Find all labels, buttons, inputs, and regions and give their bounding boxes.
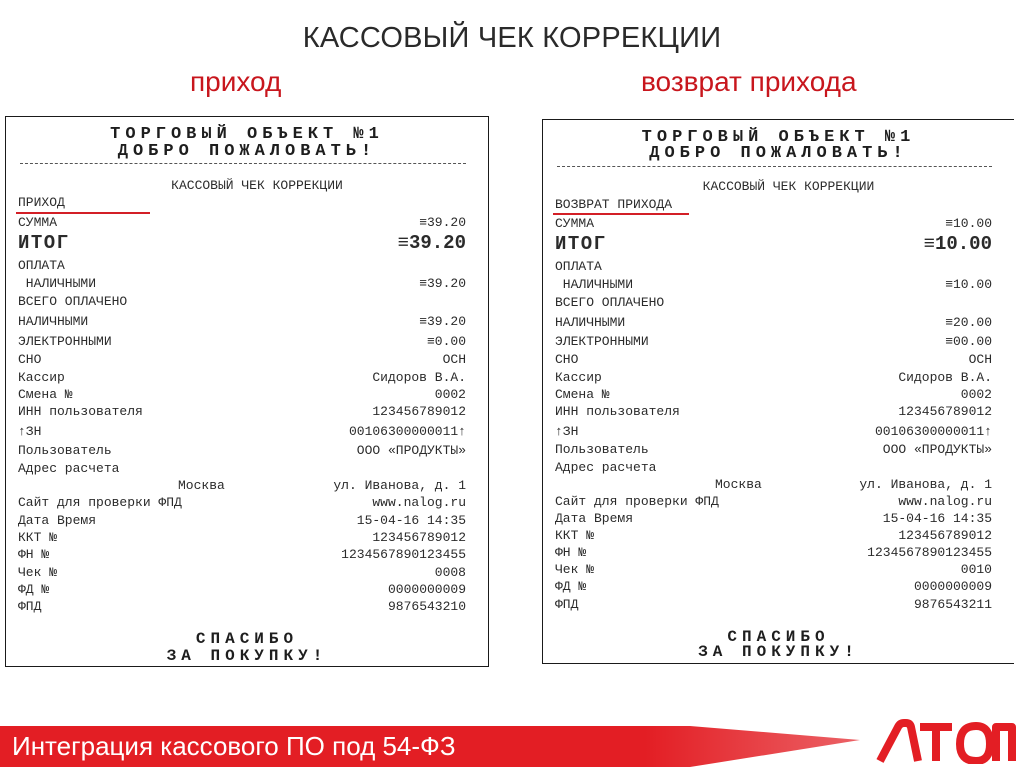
paid-label: ВСЕГО ОПЛАЧЕНО: [18, 294, 128, 309]
fn-row: [18, 547, 466, 565]
fd-value: 0000000009: [913, 579, 992, 594]
user-label: Пользователь: [18, 443, 112, 458]
fpd-label: ФПД: [18, 599, 42, 614]
cashier-row: [18, 370, 466, 388]
electronic-row: [18, 334, 466, 352]
cash-label: НАЛИЧНЫМИ: [18, 276, 97, 291]
cash-row: [18, 276, 466, 294]
site-row: [18, 495, 466, 513]
fn-row: [555, 545, 992, 563]
cash-label: НАЛИЧНЫМИ: [555, 277, 634, 292]
fpd-value: 9876543210: [387, 599, 466, 614]
total-label: ИТОГ: [18, 232, 70, 254]
inn-value: 123456789012: [372, 404, 466, 419]
cashier-value: Сидоров В.А.: [898, 370, 992, 385]
fpd-label: ФПД: [555, 597, 579, 612]
sum-value: ≡39.20: [419, 215, 466, 230]
zn-value: 00106300000011↑: [348, 424, 466, 439]
paid-cash-label: НАЛИЧНЫМИ: [18, 314, 89, 329]
total-label: ИТОГ: [555, 233, 607, 255]
receipt-header-store: ТОРГОВЫЙ ОБЪЕКТ №1: [110, 125, 384, 144]
paid-cash-value: ≡39.20: [419, 314, 466, 329]
fn-label: ФН №: [555, 545, 587, 560]
address-street: ул. Иванова, д. 1: [859, 477, 992, 492]
address-city: Москва: [715, 477, 762, 492]
shift-label: Смена №: [555, 387, 610, 402]
type-underline: [16, 212, 150, 214]
slide-title: КАССОВЫЙ ЧЕК КОРРЕКЦИИ: [302, 22, 722, 54]
sno-row: [18, 352, 466, 370]
address-row: [555, 460, 992, 478]
sno-value: ОСН: [442, 352, 466, 367]
cashier-row: [555, 370, 992, 388]
sum-row: [18, 215, 466, 233]
zn-row: [555, 424, 992, 442]
sum-value: ≡10.00: [945, 216, 992, 231]
site-value: www.nalog.ru: [898, 494, 992, 509]
check-label: Чек №: [555, 562, 595, 577]
datetime-label: Дата Время: [555, 511, 634, 526]
total-value: ≡39.20: [397, 232, 466, 254]
inn-value: 123456789012: [898, 404, 992, 419]
paid-cash-row: [18, 314, 466, 332]
paid-cash-label: НАЛИЧНЫМИ: [555, 315, 626, 330]
shift-value: 0002: [960, 387, 992, 402]
zn-row: [18, 424, 466, 442]
sno-value: ОСН: [968, 352, 992, 367]
check-value: 0008: [434, 565, 466, 580]
paid-label: ВСЕГО ОПЛАЧЕНО: [555, 295, 665, 310]
dashed-separator: [557, 166, 992, 167]
user-row: [18, 443, 466, 461]
cashier-label: Кассир: [555, 370, 602, 385]
datetime-row: [18, 513, 466, 531]
receipt-header-welcome: ДОБРО ПОЖАЛОВАТЬ!: [649, 144, 908, 163]
inn-label: ИНН пользователя: [555, 404, 680, 419]
datetime-row: [555, 511, 992, 529]
electronic-label: ЭЛЕКТРОННЫМИ: [555, 334, 649, 349]
shift-row: [18, 387, 466, 405]
fpd-value: 9876543211: [913, 597, 992, 612]
sum-label: СУММА: [555, 216, 595, 231]
zn-value: 00106300000011↑: [874, 424, 992, 439]
sum-row: [555, 216, 992, 234]
fd-label: ФД №: [18, 582, 50, 597]
inn-row: [18, 404, 466, 422]
site-row: [555, 494, 992, 512]
datetime-value: 15-04-16 14:35: [882, 511, 992, 526]
cash-value: ≡10.00: [945, 277, 992, 292]
site-label: Сайт для проверки ФПД: [18, 495, 182, 510]
user-label: Пользователь: [555, 442, 649, 457]
receipt-header-welcome: ДОБРО ПОЖАЛОВАТЬ!: [117, 142, 377, 161]
heading-vozvrat-prihoda: возврат прихода: [641, 66, 857, 97]
kkt-value: 123456789012: [372, 530, 466, 545]
sno-row: [555, 352, 992, 370]
fd-row: [18, 582, 466, 600]
electronic-value: ≡0.00: [426, 334, 466, 349]
total-value: ≡10.00: [923, 233, 992, 255]
fn-value: 1234567890123455: [341, 547, 466, 562]
receipt-subtitle: КАССОВЫЙ ЧЕК КОРРЕКЦИИ: [702, 179, 875, 194]
receipt-prihod: [5, 116, 489, 667]
total-row: [555, 233, 992, 257]
payment-label: ОПЛАТА: [18, 258, 65, 273]
thanks-line2: ЗА ПОКУПКУ!: [166, 647, 328, 665]
receipt-subtitle: КАССОВЫЙ ЧЕК КОРРЕКЦИИ: [171, 178, 343, 193]
check-value: 0010: [960, 562, 992, 577]
paid-cash-row: [555, 315, 992, 333]
address-label: Адрес расчета: [18, 461, 120, 476]
fd-label: ФД №: [555, 579, 587, 594]
site-label: Сайт для проверки ФПД: [555, 494, 719, 509]
heading-prihod: приход: [190, 66, 282, 97]
paid-row: [555, 295, 992, 313]
receipt-vozvrat: [542, 119, 1014, 664]
user-value: ООО «ПРОДУКТЫ»: [882, 442, 992, 457]
address-value-row: [18, 478, 466, 496]
cash-value: ≡39.20: [419, 276, 466, 291]
fn-label: ФН №: [18, 547, 50, 562]
sno-label: СНО: [18, 352, 42, 367]
fd-row: [555, 579, 992, 597]
kkt-row: [18, 530, 466, 548]
kkt-label: ККТ №: [555, 528, 595, 543]
zn-label: ↑ЗН: [555, 424, 579, 439]
site-value: www.nalog.ru: [372, 495, 466, 510]
electronic-label: ЭЛЕКТРОННЫМИ: [18, 334, 112, 349]
payment-row: [18, 258, 466, 276]
zn-label: ↑ЗН: [18, 424, 42, 439]
fn-value: 1234567890123455: [867, 545, 992, 560]
footer-band: [0, 726, 1024, 767]
user-row: [555, 442, 992, 460]
cash-row: [555, 277, 992, 295]
paid-row: [18, 294, 466, 312]
aton-logo: [876, 718, 1016, 764]
user-value: ООО «ПРОДУКТЫ»: [356, 443, 466, 458]
thanks-line1: СПАСИБО: [195, 630, 299, 648]
fpd-row: [555, 597, 992, 615]
datetime-label: Дата Время: [18, 513, 97, 528]
shift-row: [555, 387, 992, 405]
check-label: Чек №: [18, 565, 58, 580]
kkt-row: [555, 528, 992, 546]
shift-label: Смена №: [18, 387, 73, 402]
inn-row: [555, 404, 992, 422]
address-row: [18, 461, 466, 479]
address-value-row: [555, 477, 992, 495]
electronic-row: [555, 334, 992, 352]
datetime-value: 15-04-16 14:35: [356, 513, 466, 528]
payment-label: ОПЛАТА: [555, 259, 602, 274]
address-label: Адрес расчета: [555, 460, 657, 475]
shift-value: 0002: [434, 387, 466, 402]
inn-label: ИНН пользователя: [18, 404, 143, 419]
fd-value: 0000000009: [387, 582, 466, 597]
cashier-value: Сидоров В.А.: [372, 370, 466, 385]
sum-label: СУММА: [18, 215, 58, 230]
sno-label: СНО: [555, 352, 579, 367]
receipt-type: ПРИХОД: [18, 195, 65, 210]
type-underline: [553, 213, 689, 215]
footer-text: Интеграция кассового ПО под 54-ФЗ: [12, 731, 456, 761]
payment-row: [555, 259, 992, 277]
check-row: [18, 565, 466, 583]
receipt-type: ВОЗВРАТ ПРИХОДА: [555, 197, 673, 212]
kkt-value: 123456789012: [898, 528, 992, 543]
receipt-header-store: ТОРГОВЫЙ ОБЪЕКТ №1: [641, 128, 916, 147]
receipt-type-row: [18, 195, 466, 213]
electronic-value: ≡00.00: [945, 334, 992, 349]
total-row: [18, 232, 466, 256]
thanks-line1: СПАСИБО: [727, 628, 830, 646]
address-city: Москва: [178, 478, 225, 493]
kkt-label: ККТ №: [18, 530, 58, 545]
dashed-separator: [20, 163, 466, 164]
address-street: ул. Иванова, д. 1: [333, 478, 466, 493]
check-row: [555, 562, 992, 580]
paid-cash-value: ≡20.00: [945, 315, 992, 330]
fpd-row: [18, 599, 466, 617]
cashier-label: Кассир: [18, 370, 65, 385]
thanks-line2: ЗА ПОКУПКУ!: [698, 643, 859, 661]
